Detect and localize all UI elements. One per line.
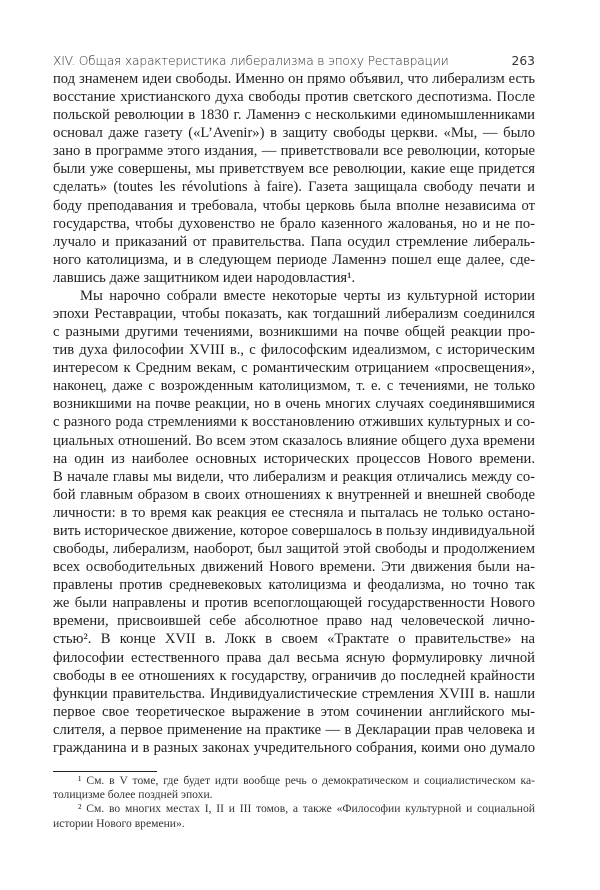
text-line: Мы нарочно собрали вместе некоторые черты из культурной истории <box>80 287 535 304</box>
text-line: стью². В конце XVII в. Локк в своем «Трактате о правительстве» на <box>53 631 535 648</box>
footnote-divider <box>53 771 157 772</box>
text-line: наконец, даже с возрожденным католицизмом, т. е. с течениями, не только <box>53 378 535 395</box>
text-line: восстание христианского духа свободы против светского деспотизма. После <box>53 89 535 106</box>
text-line: первое свое теоретическое выражение в этом сочинении английского мы- <box>53 703 535 720</box>
text-line: функции правительства. Индивидуалистические стремления XVIII в. нашли <box>53 685 535 702</box>
text-line: правлены против средневековых католицизма и феодализма, но точно так <box>53 577 535 594</box>
text-line: бой главным образом в своих отношениях к внутренней и внешней свободе <box>53 486 535 503</box>
footnote-line: истории Нового времени». <box>53 816 185 830</box>
text-line: с разного рода стремлениями к восстановлению отживших культурных и со- <box>53 414 535 431</box>
text-line: интересом к Средним векам, с романтическим отрицанием «просвещения», <box>53 360 535 377</box>
text-line: зано в программе этого издания, — приветствовали все революции, которые <box>53 143 535 160</box>
text-line: всех освободительных движений Нового времени. Эти движения были на- <box>53 559 535 576</box>
text-line: В начале главы мы видели, что либерализм и реакция отличались между со- <box>53 468 535 485</box>
text-line: циальных отношений. Во всем этом сказалось влияние общего духа времени <box>53 432 535 449</box>
text-line: были уже совершены, мы приветствуем все революции, какие еще придется <box>53 161 535 178</box>
text-line: времени, присвоившей себе абсолютное право над человеческой лично- <box>53 613 535 630</box>
text-line: свободы в ее отношениях к государству, ограничив до последней крайности <box>53 667 535 684</box>
text-line: ного католицизма, и в следующем периоде Ламеннэ пошел еще далее, сде- <box>53 251 535 268</box>
text-line: сделать» (toutes les révolutions à faire). Газета защищала свободу печати и <box>53 179 535 196</box>
text-line: основал даже газету («L’Avenir») в защиту свободы церкви. «Мы, — было <box>53 125 535 142</box>
text-line: личности: в то время как реакция ее стесняла и пыталась не только остано- <box>53 504 535 521</box>
text-line: же были направлены и против всепоглощающей государственности Нового <box>53 595 535 612</box>
footnote-line: ² См. во многих местах I, II и III томов, а также «Философии культурной и социальной <box>78 802 535 816</box>
text-line: с разными другими течениями, возникшими на почве общей реакции про- <box>53 324 535 341</box>
footnote-line: толицизме более поздней эпохи. <box>53 788 213 802</box>
text-line: под знаменем идеи свободы. Именно он прямо объявил, что либерализм есть <box>53 71 535 87</box>
text-line: философии естественного права дал весьма ясную формулировку личной <box>53 649 535 666</box>
text-line: лавшись даже защитником идеи народовластия¹. <box>53 269 356 286</box>
text-line: польской революции в 1830 г. Ламеннэ с несколькими единомышленниками <box>53 107 535 124</box>
text-line: государства, чтобы духовенство не брало казенного жалованья, но и не по- <box>53 215 535 232</box>
text-line: лучало и приказаний от правительства. Папа осудил стремление либераль- <box>53 233 535 250</box>
text-line: на один из наиболее основных исторических процессов Нового времени. <box>53 450 535 467</box>
page-number: 263 <box>511 54 535 68</box>
text-line: вить историческое движение, которое совершалось в пользу индивидуальной <box>53 522 535 539</box>
text-line: возникшими на почве реакции, но в очень многих случаях соединявшимися <box>53 396 535 413</box>
text-line: гражданина и в разных законах учредительного собрания, коими оно думало <box>53 739 535 756</box>
main-text <box>53 70 535 757</box>
footnote-line: ¹ См. в V томе, где будет идти вообще речь о демократическом и социалистическом ка- <box>78 774 535 787</box>
running-title: XIV. Общая характеристика либерализма в эпоху Реставрации <box>53 54 449 68</box>
text-line: боду преподавания и требовала, чтобы церковь была вполне независима от <box>53 197 535 214</box>
text-line: тив духа философии XVIII в., с философским идеализмом, с историческим <box>53 342 535 359</box>
text-line: свободы, либерализм, наоборот, был защитой этой свободы и продолжением <box>53 541 535 558</box>
footnotes <box>53 774 535 831</box>
text-line: слителя, а первое применение на практике — в Декларации прав человека и <box>53 721 535 738</box>
text-line: эпохи Реставрации, чтобы показать, как тогдашний либерализм соединился <box>53 306 535 323</box>
